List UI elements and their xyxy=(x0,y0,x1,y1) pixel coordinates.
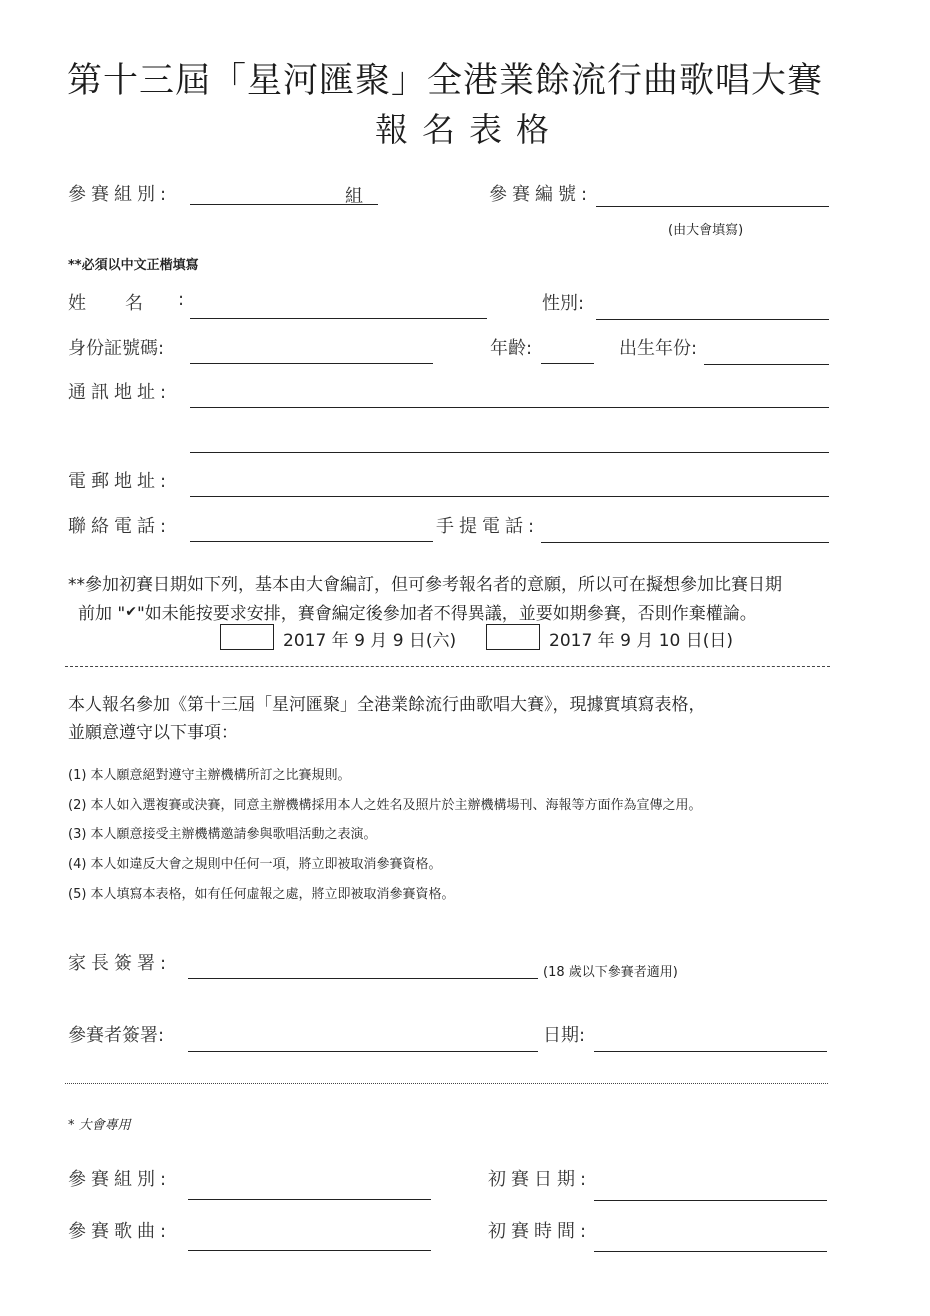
schedule-note-suffix: "如未能按要求安排，賽會編定後參加者不得異議，並要如期參賽，否則作棄權論。 xyxy=(136,604,757,624)
parent-signature-note: (18 歲以下參賽者適用) xyxy=(543,965,678,980)
section-divider-dotted xyxy=(65,1083,828,1084)
office-use-heading: * 大會專用 xyxy=(68,1118,131,1133)
parent-signature-label: 家長簽署: xyxy=(68,953,172,974)
schedule-note-line-1: **參加初賽日期如下列，基本由大會編訂，但可參考報名者的意願，所以可在擬想參加比賽日期 xyxy=(68,575,782,595)
date-2-label: 2017 年 9 月 10 日(日) xyxy=(549,631,733,651)
participant-signature-label: 參賽者簽署: xyxy=(68,1025,165,1046)
declaration-item-2: (2) 本人如入選複賽或決賽，同意主辦機構採用本人之姓名及照片於主辦機構場刊、海報等方面作為宣傳之用。 xyxy=(68,798,702,813)
check-icon: ✔ xyxy=(125,604,137,620)
page-title: 第十三屆「星河匯聚」全港業餘流行曲歌唱大賽 xyxy=(67,61,824,101)
mobile-label: 手提電話: xyxy=(436,516,540,537)
category-label: 參賽組別: xyxy=(68,184,172,205)
prelim-date-field[interactable] xyxy=(594,1200,827,1201)
address-field-line-2[interactable] xyxy=(190,452,829,453)
gender-field[interactable] xyxy=(596,319,829,320)
song-label: 參賽歌曲: xyxy=(68,1221,172,1242)
schedule-note-line-2 xyxy=(78,599,757,624)
phone-label: 聯絡電話: xyxy=(68,516,172,537)
name-label-colon: : xyxy=(178,289,185,310)
date-1-checkbox[interactable] xyxy=(220,624,274,650)
declaration-line-2: 並願意遵守以下事項： xyxy=(68,723,238,743)
date-1-label: 2017 年 9 月 9 日(六) xyxy=(283,631,457,651)
entry-number-label: 參賽編號: xyxy=(489,184,593,205)
name-label-first-char: 姓 xyxy=(68,293,86,314)
age-label: 年齡: xyxy=(490,338,533,359)
id-number-label: 身份証號碼: xyxy=(68,338,165,359)
birth-year-label: 出生年份: xyxy=(619,338,698,359)
birth-year-field[interactable] xyxy=(704,364,829,365)
age-field[interactable] xyxy=(541,363,594,364)
name-field[interactable] xyxy=(190,318,487,319)
section-divider-dashed xyxy=(65,666,830,667)
category-suffix: 組 xyxy=(345,186,363,207)
email-field[interactable] xyxy=(190,496,829,497)
date-label: 日期: xyxy=(543,1025,586,1046)
declaration-item-1: (1) 本人願意絕對遵守主辦機構所訂之比賽規則。 xyxy=(68,768,351,783)
address-field-line-1[interactable] xyxy=(190,407,829,408)
schedule-note-prefix: 前加 " xyxy=(78,604,126,624)
phone-field[interactable] xyxy=(190,541,433,542)
song-field[interactable] xyxy=(188,1250,431,1251)
office-category-label: 參賽組別: xyxy=(68,1169,172,1190)
name-label-second-char: 名 xyxy=(125,293,143,314)
office-category-field[interactable] xyxy=(188,1199,431,1200)
declaration-line-1: 本人報名參加《第十三屆「星河匯聚」全港業餘流行曲歌唱大賽》，現據實填寫表格， xyxy=(68,695,706,715)
declaration-item-4: (4) 本人如違反大會之規則中任何一項，將立即被取消參賽資格。 xyxy=(68,857,442,872)
date-field[interactable] xyxy=(594,1051,827,1052)
participant-signature-field[interactable] xyxy=(188,1051,538,1052)
page-subtitle: 報名表格 xyxy=(375,110,563,149)
prelim-date-label: 初賽日期: xyxy=(488,1169,592,1190)
id-number-field[interactable] xyxy=(190,363,433,364)
entry-number-field[interactable] xyxy=(596,206,829,207)
gender-label: 性別: xyxy=(542,293,585,314)
mobile-field[interactable] xyxy=(541,542,829,543)
declaration-item-5: (5) 本人填寫本表格，如有任何虛報之處，將立即被取消參賽資格。 xyxy=(68,887,455,902)
prelim-time-field[interactable] xyxy=(594,1251,827,1252)
prelim-time-label: 初賽時間: xyxy=(488,1221,592,1242)
date-2-checkbox[interactable] xyxy=(486,624,540,650)
parent-signature-field[interactable] xyxy=(188,978,538,979)
declaration-item-3: (3) 本人願意接受主辦機構邀請參與歌唱活動之表演。 xyxy=(68,827,377,842)
chinese-note: **必須以中文正楷填寫 xyxy=(68,258,199,273)
address-label: 通訊地址: xyxy=(68,382,172,403)
email-label: 電郵地址: xyxy=(68,471,172,492)
entry-number-note: (由大會填寫) xyxy=(668,223,744,238)
